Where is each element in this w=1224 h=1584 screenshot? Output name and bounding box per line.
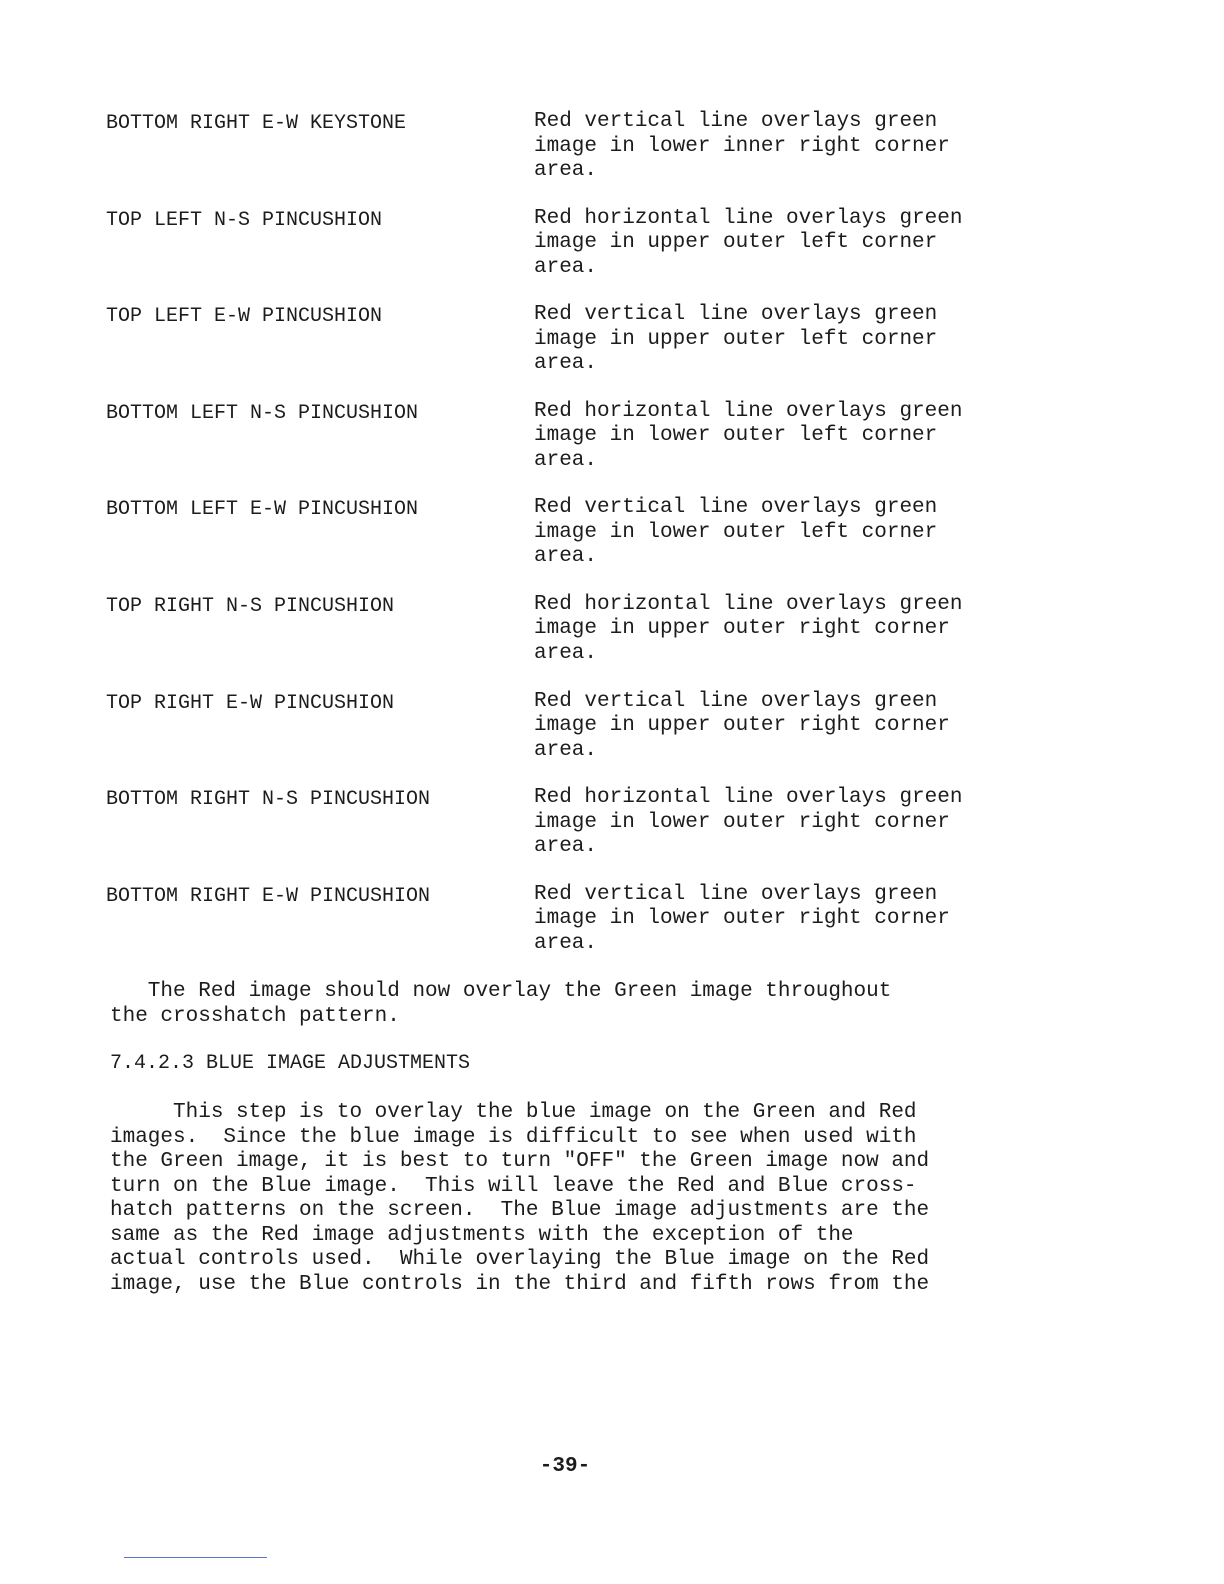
paragraph-line: same as the Red image adjustments with the exception of the [110, 1223, 854, 1247]
adjustment-description [534, 883, 1034, 957]
adjustment-row [106, 207, 1046, 304]
adjustment-description [534, 786, 1034, 860]
description-line: Red vertical line overlays green [534, 303, 938, 327]
description-line: area. [534, 641, 598, 665]
description-line: image in upper outer left corner [534, 327, 938, 351]
adjustment-name: BOTTOM LEFT N-S PINCUSHION [106, 401, 419, 425]
paragraph-line: images. Since the blue image is difficult to see when used with [110, 1125, 917, 1149]
adjustment-description [534, 207, 1034, 281]
adjustment-name: BOTTOM RIGHT E-W PINCUSHION [106, 884, 431, 908]
adjustment-row [106, 400, 1046, 497]
description-line: Red vertical line overlays green [534, 110, 938, 133]
description-line: Red horizontal line overlays green [534, 786, 963, 810]
adjustment-row [106, 303, 1046, 400]
paragraph-line: This step is to overlay the blue image on the Green and Red [110, 1101, 917, 1124]
paragraph-line: image, use the Blue controls in the third and fifth rows from the [110, 1272, 930, 1296]
paragraph-line: the Green image, it is best to turn "OFF" the Green image now and [110, 1150, 930, 1173]
blue-adjustments-paragraph [110, 1101, 1040, 1297]
overlay-paragraph [110, 980, 1040, 1029]
description-line: Red vertical line overlays green [534, 689, 938, 713]
adjustment-description [534, 303, 1034, 377]
description-line: image in upper outer right corner [534, 714, 950, 738]
adjustment-name: BOTTOM RIGHT E-W KEYSTONE [106, 112, 407, 135]
paragraph-line: turn on the Blue image. This will leave the Red and Blue cross- [110, 1174, 917, 1198]
description-line: area. [534, 931, 598, 955]
description-line: area. [534, 255, 598, 279]
footer-rule [124, 1557, 267, 1558]
description-line: area. [534, 545, 598, 569]
paragraph-line: the crosshatch pattern. [110, 1004, 400, 1028]
paragraph-line: actual controls used. While overlaying the Blue image on the Red [110, 1248, 930, 1271]
adjustment-row [106, 496, 1046, 593]
description-line: image in upper outer right corner [534, 617, 950, 641]
adjustment-row [106, 883, 1046, 980]
section-heading: 7.4.2.3 BLUE IMAGE ADJUSTMENTS [110, 1052, 471, 1075]
description-line: image in lower outer left corner [534, 520, 938, 544]
adjustment-name: TOP RIGHT N-S PINCUSHION [106, 594, 395, 618]
adjustment-description [534, 690, 1034, 764]
adjustment-name: TOP LEFT E-W PINCUSHION [106, 305, 383, 329]
description-line: image in lower outer right corner [534, 810, 950, 834]
adjustment-row [106, 690, 1046, 787]
paragraph-line: hatch patterns on the screen. The Blue image adjustments are the [110, 1199, 930, 1222]
description-line: image in lower inner right corner [534, 134, 950, 158]
adjustment-description [534, 593, 1034, 667]
adjustment-name: BOTTOM RIGHT N-S PINCUSHION [106, 788, 431, 812]
description-line: Red vertical line overlays green [534, 882, 938, 906]
adjustment-row [106, 786, 1046, 883]
description-line: image in lower outer right corner [534, 907, 950, 931]
description-line: Red horizontal line overlays green [534, 399, 963, 423]
adjustment-name: TOP LEFT N-S PINCUSHION [106, 208, 383, 232]
description-line: area. [534, 738, 598, 762]
description-line: Red horizontal line overlays green [534, 592, 963, 616]
adjustment-name: BOTTOM LEFT E-W PINCUSHION [106, 498, 419, 522]
description-line: area. [534, 159, 598, 182]
adjustment-row [106, 593, 1046, 690]
paragraph-line: The Red image should now overlay the Green image throughout [110, 980, 892, 1003]
adjustment-name: TOP RIGHT E-W PINCUSHION [106, 691, 395, 715]
adjustment-description [534, 110, 1034, 184]
description-line: image in upper outer left corner [534, 231, 938, 255]
adjustment-description [534, 496, 1034, 570]
description-line: Red vertical line overlays green [534, 496, 938, 520]
description-line: area. [534, 835, 598, 859]
description-line: image in lower outer left corner [534, 424, 938, 448]
description-line: area. [534, 352, 598, 376]
description-line: Red horizontal line overlays green [534, 206, 963, 230]
adjustment-row [106, 110, 1046, 207]
description-line: area. [534, 448, 598, 472]
adjustment-table [106, 110, 1046, 979]
adjustment-description [534, 400, 1034, 474]
page-number: -39- [539, 1455, 591, 1478]
